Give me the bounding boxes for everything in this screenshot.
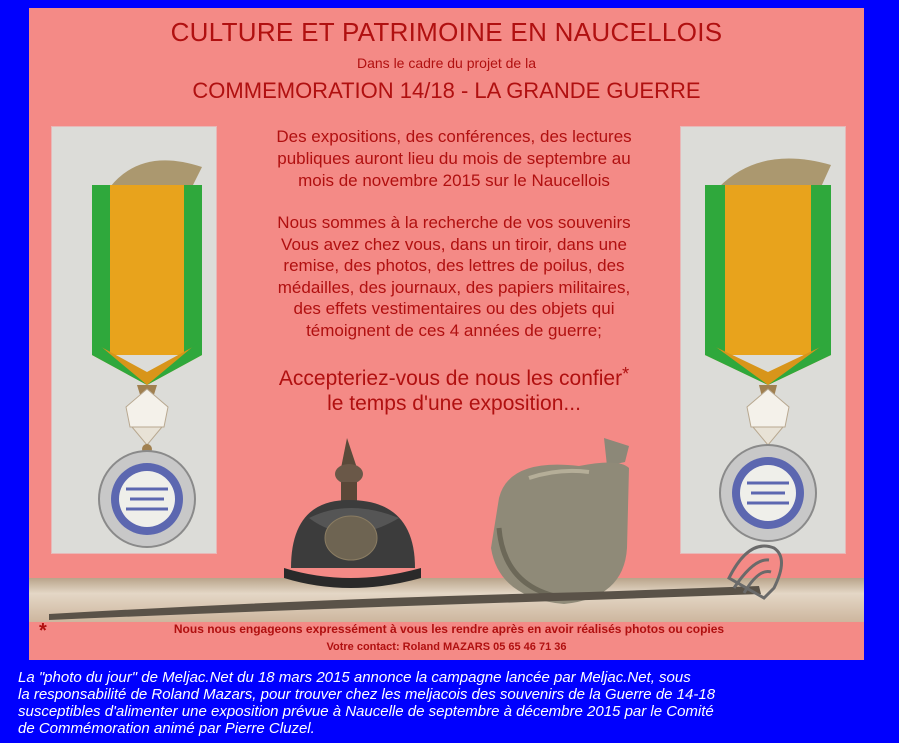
question-paragraph — [215, 366, 693, 416]
question-text: Accepteriez-vous de nous les confier — [278, 367, 623, 390]
caption-line: la responsabilité de Roland Mazars, pour trouver chez les meljacois des souvenirs de la Guerre de 14-18 — [18, 686, 716, 703]
canteen-image — [491, 438, 629, 604]
question-line-2: le temps d'une exposition... — [327, 392, 581, 415]
search-line: des effets vestimentaires ou des objets qui — [293, 299, 615, 318]
commemoration-heading: COMMEMORATION 14/18 - LA GRANDE GUERRE — [192, 78, 701, 103]
objects-illustration — [29, 438, 864, 623]
sabre-image — [49, 546, 782, 620]
question-asterisk: * — [622, 364, 630, 384]
poster-subtitle: Dans le cadre du projet de la — [357, 55, 536, 71]
search-line: remise, des photos, des lettres de poilus, des — [283, 256, 625, 275]
intro-line: publiques auront lieu du mois de septembre au — [277, 149, 631, 168]
search-line: Vous avez chez vous, dans un tiroir, dans une — [281, 234, 627, 254]
contact-line: Votre contact: Roland MAZARS 05 65 46 71 36 — [326, 641, 567, 653]
footnote-text: Nous nous engageons expressément à vous les rendre après en avoir réalisés photos ou copies — [173, 622, 725, 636]
search-line: médailles, des journaux, des papiers militaires, — [277, 277, 631, 297]
caption-line: de Commémoration animé par Pierre Cluzel. — [18, 720, 315, 737]
question-line-1 — [215, 366, 693, 391]
caption-line: La "photo du jour" de Meljac.Net du 18 mars 2015 annonce la campagne lancée par Meljac.Net, sous — [18, 669, 691, 686]
intro-line: Des expositions, des conférences, des lectures — [276, 127, 632, 146]
caption-line: susceptibles d'alimenter une exposition prévue à Naucelle de septembre à décembre 2015 par le Comité — [18, 703, 714, 720]
search-line: Nous sommes à la recherche de vos souvenirs — [277, 213, 631, 232]
search-line: témoignent de ces 4 années de guerre; — [306, 320, 602, 340]
footnote-asterisk: * — [39, 620, 47, 642]
intro-paragraph — [215, 126, 693, 192]
footnote — [39, 620, 859, 642]
pickelhaube-helmet-image — [284, 438, 421, 588]
poster-title: CULTURE ET PATRIMOINE EN NAUCELLOIS — [170, 17, 723, 47]
intro-line: mois de novembre 2015 sur le Naucellois — [298, 171, 610, 190]
caption — [18, 669, 888, 737]
poster — [29, 8, 864, 660]
search-paragraph — [215, 212, 693, 341]
